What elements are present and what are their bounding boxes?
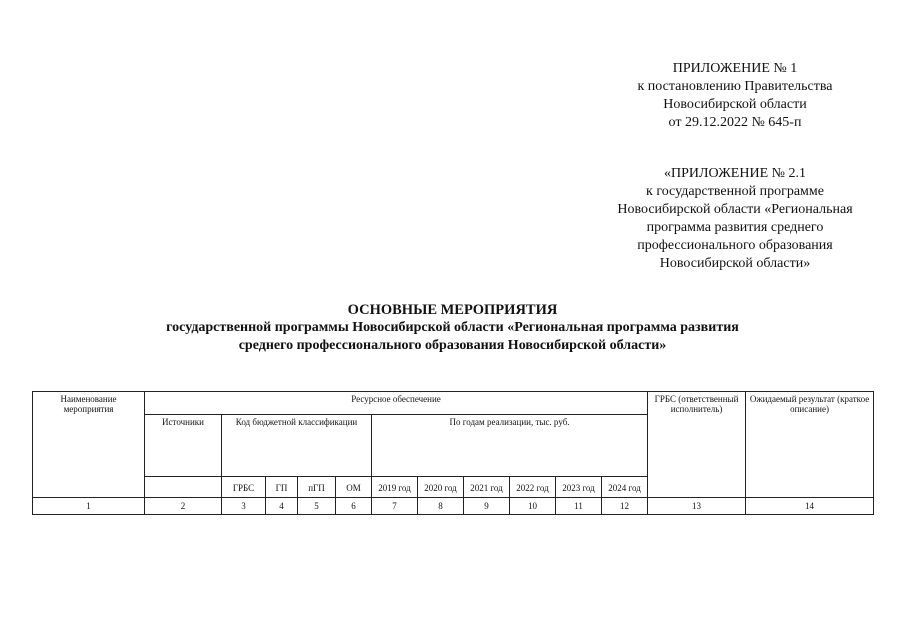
appendix-1-line: Новосибирской области [663,97,807,112]
header-year-2020: 2020 год [418,477,464,498]
column-number: 6 [336,498,372,515]
column-number: 7 [372,498,418,515]
column-number: 12 [602,498,648,515]
header-by-years: По годам реализации, тыс. руб. [372,415,648,477]
column-number: 1 [33,498,145,515]
column-number: 11 [556,498,602,515]
appendix-2-line: профессионального образования [637,238,833,253]
appendix-1-block [600,60,870,132]
column-number: 2 [145,498,222,515]
column-number: 5 [298,498,336,515]
measures-table [32,391,874,515]
appendix-1-line: ПРИЛОЖЕНИЕ № 1 [672,61,798,76]
header-budget-code: Код бюджетной классификации [222,415,372,477]
column-number: 9 [464,498,510,515]
column-number-row [33,498,874,515]
column-number: 8 [418,498,464,515]
column-number: 4 [266,498,298,515]
heading-subtitle-line-1: государственной программы Новосибирской области «Региональная программа развития [166,320,739,335]
column-number: 10 [510,498,556,515]
header-code-gp: ГП [266,477,298,498]
appendix-2-line: «ПРИЛОЖЕНИЕ № 2.1 [664,166,806,181]
heading-subtitle-line-2: среднего профессионального образования Новосибирской области» [238,338,667,353]
header-expected-result: Ожидаемый результат (краткое описание) [746,392,874,498]
appendix-2-block [585,165,885,273]
header-year-2021: 2021 год [464,477,510,498]
appendix-2-line: программа развития среднего [646,220,824,235]
column-number: 13 [648,498,746,515]
header-sources: Источники [145,415,222,477]
header-resource-provision: Ресурсное обеспечение [145,392,648,415]
header-year-2023: 2023 год [556,477,602,498]
header-code-grbs: ГРБС [222,477,266,498]
column-number: 3 [222,498,266,515]
appendix-2-line: Новосибирской области «Региональная [617,202,853,217]
appendix-1-line: от 29.12.2022 № 645-п [668,115,802,130]
appendix-2-line: к государственной программе [646,184,824,199]
header-year-2022: 2022 год [510,477,556,498]
header-activity-name: Наименование мероприятия [33,392,145,498]
appendix-2-line: Новосибирской области» [659,256,811,271]
header-code-pgp: пГП [298,477,336,498]
document-heading [0,301,905,355]
column-number: 14 [746,498,874,515]
header-grbs-responsible: ГРБС (ответственный исполнитель) [648,392,746,498]
heading-title: ОСНОВНЫЕ МЕРОПРИЯТИЯ [347,302,558,318]
appendix-1-line: к постановлению Правительства [637,79,833,94]
header-sources-blank [145,477,222,498]
header-year-2019: 2019 год [372,477,418,498]
header-code-om: ОМ [336,477,372,498]
header-year-2024: 2024 год [602,477,648,498]
